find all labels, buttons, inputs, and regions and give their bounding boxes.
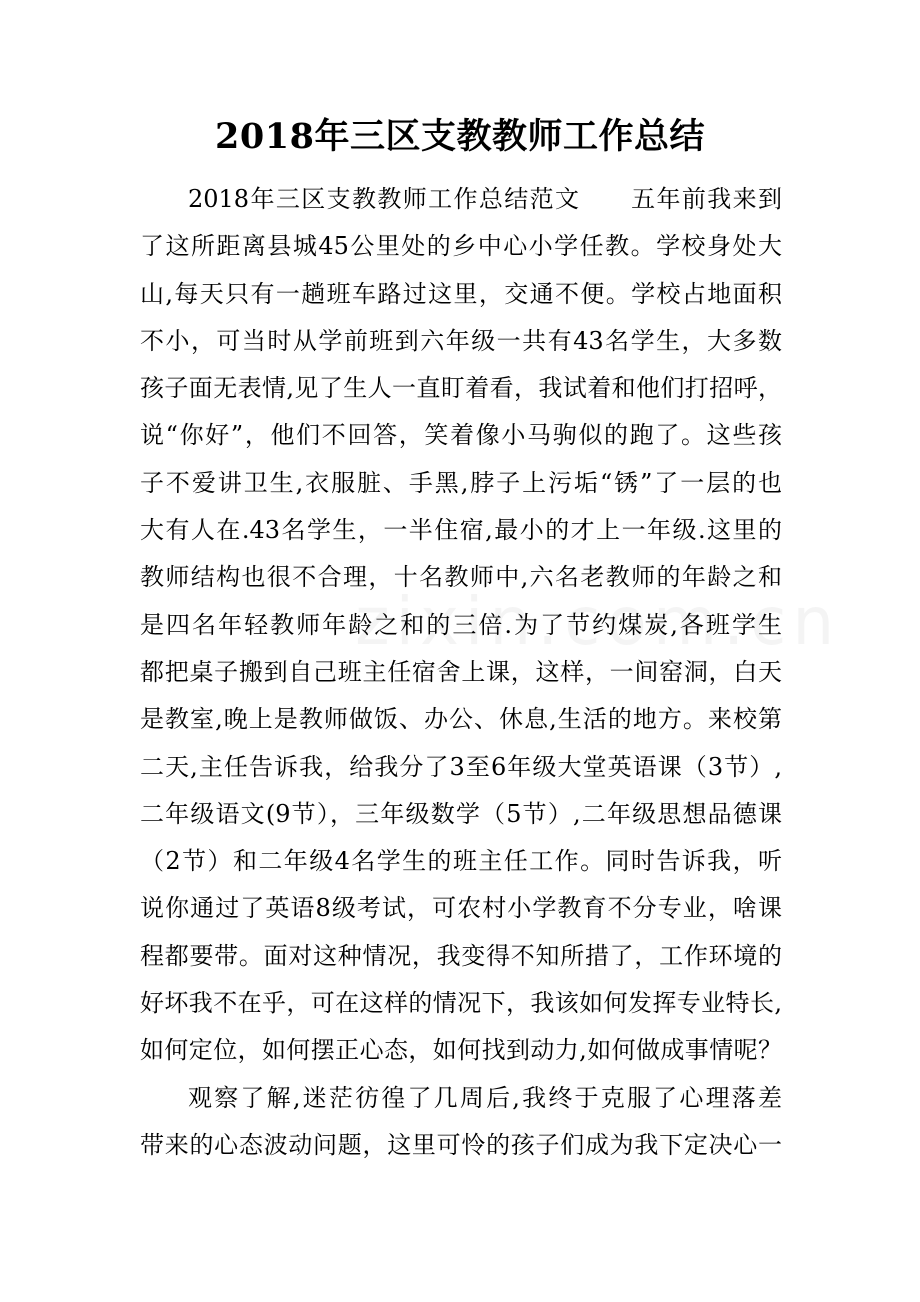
text-line: 山,每天只有一趟班车路过这里，交通不便。学校占地面积 [140,279,782,308]
text-line: 孩子面无表情,见了生人一直盯着看，我试着和他们打招呼， [140,374,782,403]
text-line: 是教室,晚上是教师做饭、办公、休息,生活的地方。来校第 [140,705,782,734]
text-line: 二天,主任告诉我，给我分了3至6年级大堂英语课（3节）, [140,752,782,781]
text-line: 教师结构也很不合理，十名教师中,六名老教师的年龄之和 [140,563,782,592]
paragraph-1 [140,176,782,1075]
text-line: 二年级语文(9节），三年级数学（5节）,二年级思想品德课 [140,799,782,828]
document-body [140,176,782,1169]
text-line: 说你通过了英语8级考试，可农村小学教育不分专业，啥课 [140,894,782,923]
text-line: 观察了解,迷茫彷徨了几周后,我终于克服了心理落差 [188,1083,782,1112]
text-line: 带来的心态波动问题，这里可怜的孩子们成为我下定决心一 [140,1130,782,1159]
text-line: 了这所距离县城45公里处的乡中心小学任教。学校身处大 [140,232,782,261]
text-line: 大有人在.43名学生，一半住宿,最小的才上一年级.这里的 [140,516,782,545]
text-line: 是四名年轻教师年龄之和的三倍.为了节约煤炭,各班学生 [140,610,782,639]
paragraph-2 [140,1075,782,1170]
text-line: 好坏我不在乎，可在这样的情况下，我该如何发挥专业特长, [140,989,782,1018]
text-line: 说“你好”，他们不回答，笑着像小马驹似的跑了。这些孩 [140,421,782,450]
text-line: 程都要带。面对这种情况，我变得不知所措了，工作环境的 [140,941,782,970]
text-line: 不小，可当时从学前班到六年级一共有43名学生，大多数 [140,326,782,355]
text-line: 2018年三区支教教师工作总结范文 五年前我来到 [188,185,782,213]
text-line: 子不爱讲卫生,衣服脏、手黑,脖子上污垢“锈”了一层的也 [140,468,782,497]
text-line: （2节）和二年级4名学生的班主任工作。同时告诉我，听 [140,847,782,876]
document-title: 2018年三区支教教师工作总结 [215,116,705,157]
text-line: 都把桌子搬到自己班主任宿舍上课，这样，一间窑洞，白天 [140,657,782,686]
text-line: 如何定位，如何摆正心态，如何找到动力,如何做成事情呢？ [140,1036,782,1065]
